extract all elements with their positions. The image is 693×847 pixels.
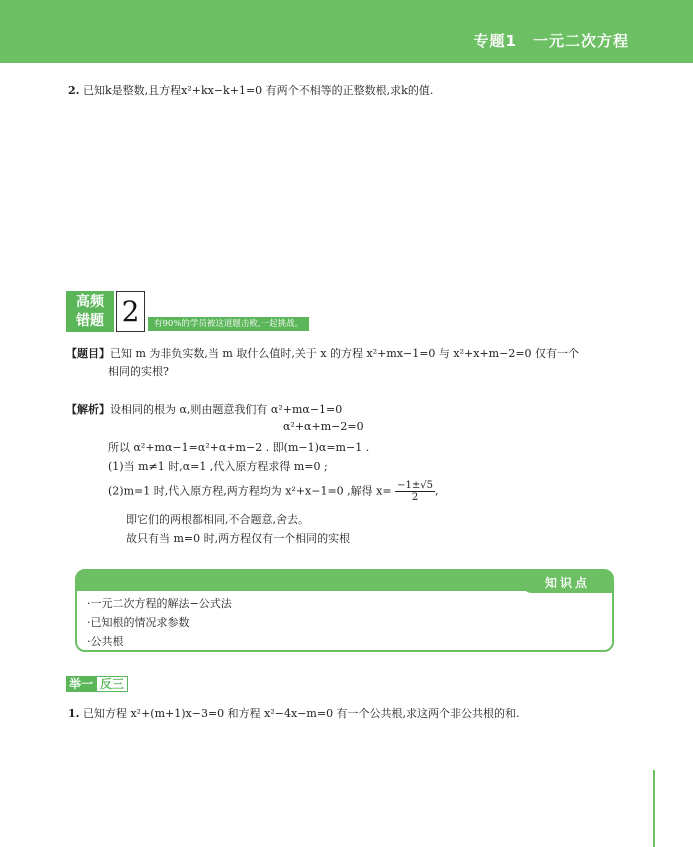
margin-line [653,770,655,847]
problem-line-1 [66,345,579,361]
badge-tagline: 有90%的学员被这道题击败,一起挑战。 [148,317,309,331]
knowledge-item: ·一元二次方程的解法−公式法 [87,597,232,610]
page-header [0,0,693,63]
knowledge-item: ·已知根的情况求参数 [87,616,190,629]
question-number: 2. [68,84,80,97]
analysis-text-5a: (2)m=1 时,代入原方程,两方程均为 x²+x−1=0 ,解得 x= [108,484,392,498]
practice-question-1 [68,705,520,721]
problem-tag: 【题目】 [66,347,110,360]
practice-text: 已知方程 x²+(m+1)x−3=0 和方程 x²−4x−m=0 有一个公共根,求这两个非公共根的和. [82,707,520,720]
practice-label-b: 反三 [96,676,128,692]
problem-text-2: 相同的实根? [108,365,169,378]
analysis-text-4: (1)当 m≠1 时,α=1 ,代入原方程求得 m=0 ; [108,460,328,473]
knowledge-title: 知识点 [544,576,590,590]
practice-label-a: 举一 [66,676,96,692]
analysis-text-6: 即它们的两根都相同,不合题意,舍去。 [126,513,309,526]
analysis-text-3: 所以 α²+mα−1=α²+α+m−2 . 即(m−1)α=m−1 . [108,441,370,454]
question-text: 已知k是整数,且方程x²+kx−k+1=0 有两个不相等的正整数根,求k的值. [82,84,434,97]
analysis-text-5b: , [434,484,439,498]
badge-number: 2 [116,291,145,332]
analysis-line-1 [66,401,342,417]
frequent-error-badge [66,291,144,332]
fraction-denominator: 2 [411,492,419,503]
analysis-tag: 【解析】 [66,403,110,416]
fraction-numerator: −1±√5 [397,480,433,491]
section-title: 专题1 一元二次方程 [473,32,629,50]
knowledge-points-box [75,569,614,652]
badge-label-line2: 错题 [76,313,104,329]
solution-fraction [395,480,435,503]
analysis-text-2: α²+α+m−2=0 [283,420,364,433]
practice-label [66,676,128,692]
badge-label-line1: 高频 [76,294,104,310]
analysis-line-5 [108,480,438,503]
problem-text-1: 已知 m 为非负实数,当 m 取什么值时,关于 x 的方程 x²+mx−1=0 与 x²+x+m−2=0 仅有一个 [110,347,580,360]
badge-label [66,291,114,332]
question-2 [68,82,433,98]
analysis-text-7: 故只有当 m=0 时,两方程仅有一个相同的实根 [126,532,351,545]
analysis-text-1: 设相同的根为 α,则由题意我们有 α²+mα−1=0 [110,403,343,416]
knowledge-item: ·公共根 [87,635,124,648]
practice-number: 1. [68,707,80,720]
